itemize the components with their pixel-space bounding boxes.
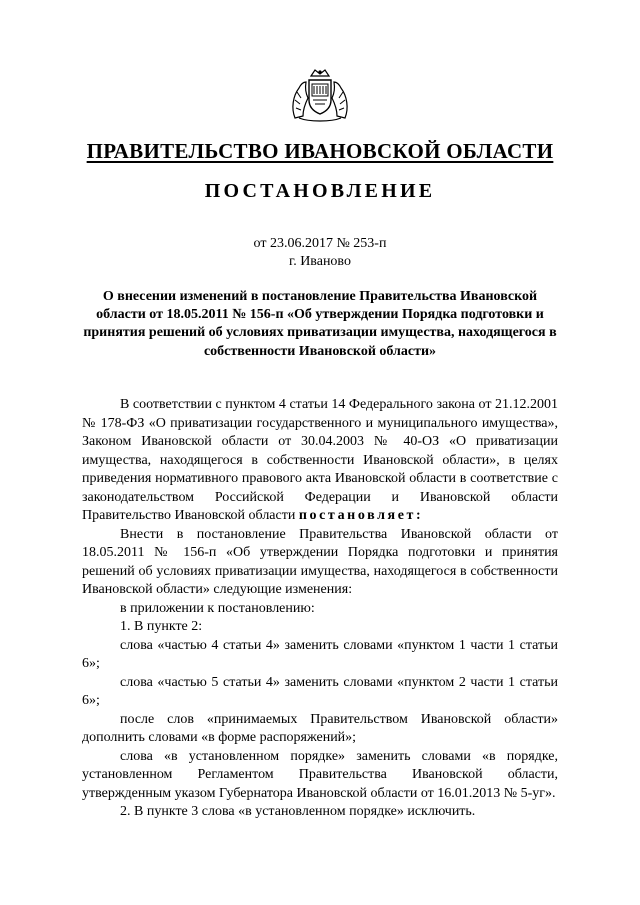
change-3-paragraph: после слов «принимаемых Правительством Ивановской области» дополнить словами «в форме распоряжений»; bbox=[82, 711, 558, 745]
resolves-word: постановляет: bbox=[298, 508, 424, 523]
change-2-paragraph: слова «частью 5 статьи 4» заменить словами «пунктом 2 части 1 статьи 6»; bbox=[82, 674, 558, 708]
coat-of-arms-icon bbox=[289, 68, 351, 124]
decree-subject: О внесении изменений в постановление Правительства Ивановской области от 18.05.2011 № 156-п «Об утверждении Порядка подготовки и принятия решений об условиях приватизации имущества, находящегося в собственности Ивановской области» bbox=[83, 289, 557, 359]
item-2-paragraph: 2. В пункте 3 слова «в установленном порядке» исключить. bbox=[120, 804, 476, 819]
change-4-paragraph: слова «в установленном порядке» заменить словами «в порядке, установленном Регламентом Правительства Ивановской области, утвержденным указом Губернатора Ивановской области от 16.01.2013 № 5-уг». bbox=[82, 748, 558, 801]
change-1-paragraph: слова «частью 4 статьи 4» заменить словами «пунктом 1 части 1 статьи 6»; bbox=[82, 637, 558, 671]
government-title: ПРАВИТЕЛЬСТВО ИВАНОВСКОЙ ОБЛАСТИ bbox=[86, 139, 554, 163]
decree-date-number: от 23.06.2017 № 253-п bbox=[253, 236, 387, 251]
decree-city: г. Иваново bbox=[289, 254, 351, 269]
preamble-paragraph: В соответствии с пунктом 4 статьи 14 Федерального закона от 21.12.2001 № 178-ФЗ «О приватизации государственного и муниципального имущества», Законом Ивановской области от 30.04.2003 № 40-ОЗ «О приватизации имущества, находящегося в собственности Ивановской области», в целях приведения нормативного правового акта Ивановской области в соответствие с законодательством Российской Федерации и Ивановской области Правительство Ивановской области постановляет: bbox=[82, 397, 558, 523]
annex-paragraph: в приложении к постановлению: bbox=[120, 600, 315, 616]
decree-body bbox=[82, 396, 558, 822]
item-1-heading: 1. В пункте 2: bbox=[120, 619, 203, 634]
decree-title: ПОСТАНОВЛЕНИЕ bbox=[204, 180, 436, 202]
intro-paragraph: Внести в постановление Правительства Ивановской области от 18.05.2011 № 156-п «Об утверждении Порядка подготовки и принятия решений об условиях приватизации имущества, находящегося в собственности Ивановской области» следующие изменения: bbox=[82, 526, 558, 597]
